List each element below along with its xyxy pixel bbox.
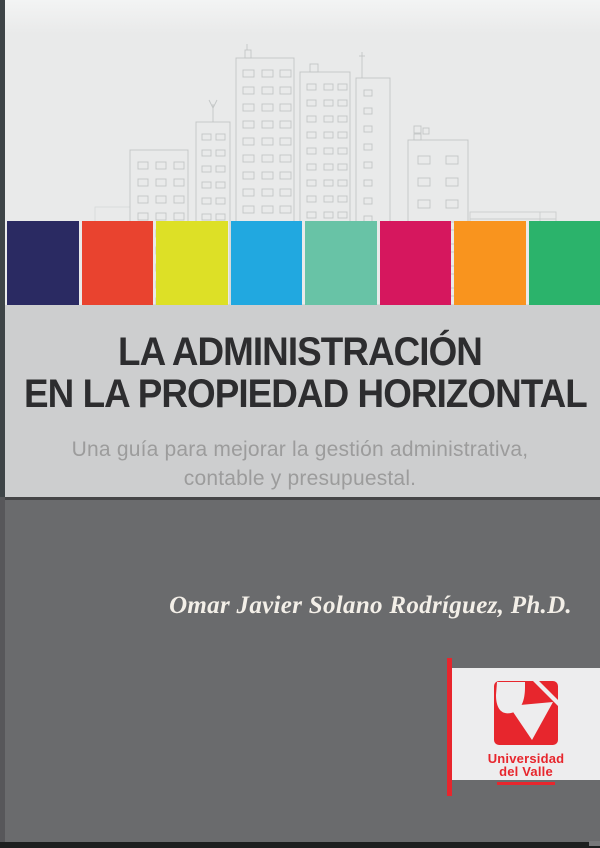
bottom-right-notch xyxy=(589,841,600,846)
color-band-swatch-6 xyxy=(454,221,526,305)
publisher-name-line1: Universidad xyxy=(487,751,565,766)
color-band xyxy=(7,221,600,305)
universidad-del-valle-logo-icon xyxy=(494,681,558,745)
cover-top-area xyxy=(0,0,600,305)
book-subtitle-line2: contable y presupuestal. xyxy=(183,467,417,490)
publisher-name xyxy=(452,752,600,778)
book-title xyxy=(24,330,587,416)
color-band-swatch-0 xyxy=(7,221,79,305)
book-title-line2: EN LA PROPIEDAD HORIZONTAL xyxy=(24,372,587,416)
publisher-underline xyxy=(497,782,555,785)
color-band-swatch-2 xyxy=(156,221,228,305)
left-edge-strip-bottom xyxy=(0,497,5,842)
book-subtitle-line1: Una guía para mejorar la gestión administrativa, xyxy=(71,438,529,461)
author-name: Omar Javier Solano Rodríguez, Ph.D. xyxy=(169,592,572,619)
left-edge-strip-top xyxy=(0,0,5,497)
color-band-swatch-7 xyxy=(529,221,600,305)
book-title-line1: LA ADMINISTRACIÓN xyxy=(118,330,482,374)
publisher-name-line2: del Valle xyxy=(499,764,553,779)
book-subtitle xyxy=(0,435,600,493)
publisher-logo-box xyxy=(452,668,600,780)
color-band-swatch-4 xyxy=(305,221,377,305)
title-band xyxy=(0,305,600,497)
color-band-swatch-1 xyxy=(82,221,154,305)
bottom-edge-strip xyxy=(0,842,600,848)
color-band-swatch-5 xyxy=(380,221,452,305)
color-band-swatch-3 xyxy=(231,221,303,305)
